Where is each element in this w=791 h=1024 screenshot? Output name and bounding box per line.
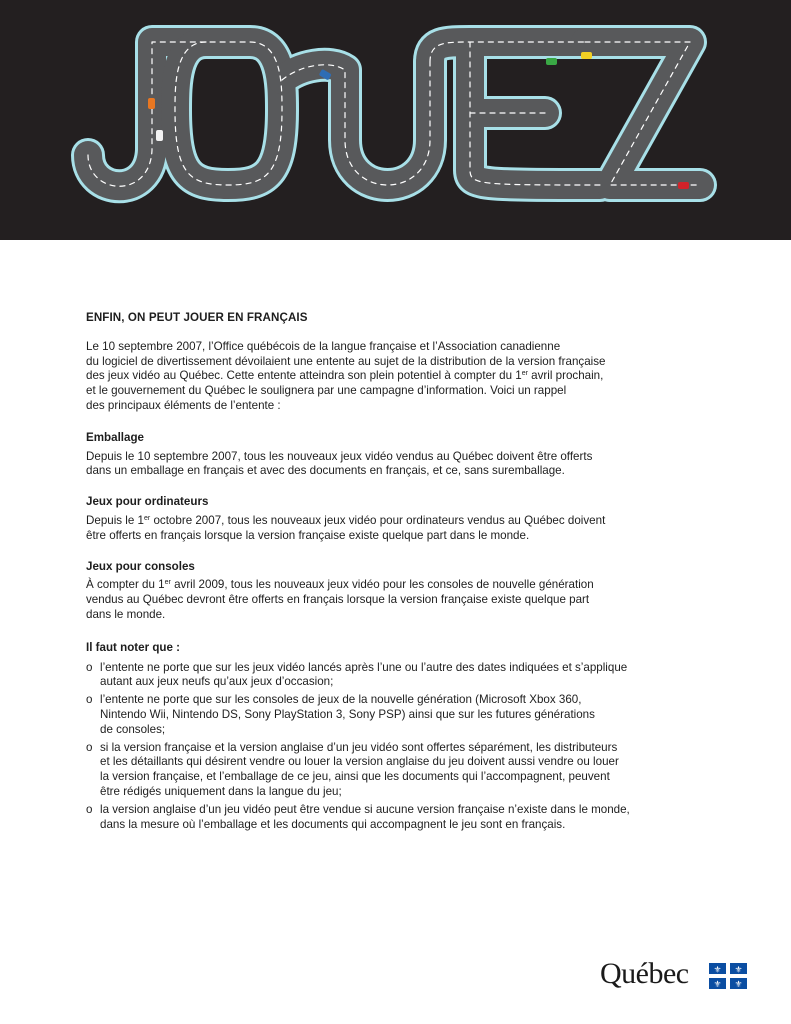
section-title: Jeux pour consoles xyxy=(86,559,195,573)
svg-text:⚜: ⚜ xyxy=(713,965,722,976)
race-car-white xyxy=(156,130,163,141)
section-title: Emballage xyxy=(86,430,144,444)
bullet-icon: o xyxy=(86,740,93,754)
section-emballage xyxy=(86,431,646,479)
section-text: À compter du 1er avril 2009, tous les nouveaux jeux vidéo pour les consoles de nouvelle génération vendus au Québec devront être offerts en français lorsque la version française existe quelque part dans le monde. xyxy=(86,578,594,621)
intro-line: des principaux éléments de l’entente : xyxy=(86,398,281,412)
section-text: Depuis le 1er octobre 2007, tous les nouveaux jeux vidéo pour ordinateurs vendus au Québec doivent être offerts en français lorsque la version française existe quelque part dans le monde. xyxy=(86,513,606,542)
quebec-flag-icon xyxy=(709,963,747,989)
intro-paragraph xyxy=(86,340,646,414)
section-consoles xyxy=(86,560,646,623)
list-item: o l’entente ne porte que sur les consoles de jeux de la nouvelle génération (Microsoft Xbox 360, Nintendo Wii, Nintendo DS, Sony PlayStation 3, Sony PSP) ainsi que sur les futures générations de consoles; xyxy=(86,693,595,736)
bullet-icon: o xyxy=(86,802,93,816)
race-car-green xyxy=(546,58,557,65)
section-title: Jeux pour ordinateurs xyxy=(86,495,209,509)
race-track-icon xyxy=(0,0,791,240)
intro-line: des jeux vidéo au Québec. Cette entente atteindra son plein potentiel à compter du 1er avril prochain, xyxy=(86,369,604,383)
intro-line: et le gouvernement du Québec le soulignera par une campagne d’information. Voici un rappel xyxy=(86,384,567,398)
section-text: Depuis le 10 septembre 2007, tous les nouveaux jeux vidéo vendus au Québec doivent être offerts dans un emballage en français et avec des documents en français, et ce, sans suremballage. xyxy=(86,449,593,478)
notes-title: Il faut noter que : xyxy=(86,640,181,654)
race-car-red xyxy=(678,182,689,189)
race-car-orange xyxy=(148,98,155,109)
document-body xyxy=(86,311,646,835)
bullet-icon: o xyxy=(86,660,93,674)
intro-heading: ENFIN, ON PEUT JOUER EN FRANÇAIS xyxy=(86,311,308,324)
section-ordinateurs xyxy=(86,495,646,543)
svg-text:⚜: ⚜ xyxy=(713,980,722,989)
list-item: o la version anglaise d’un jeu vidéo peut être vendue si aucune version française n’existe dans le monde, dans la mesure où l’emballage et les documents qui accompagnent le jeu sont en français. xyxy=(86,802,630,831)
bullet-icon: o xyxy=(86,693,93,707)
logo-wordmark: Québec xyxy=(600,957,689,990)
intro-line: Le 10 septembre 2007, l’Office québécois de la langue française et l’Association canadienne xyxy=(86,339,561,353)
race-car-yellow xyxy=(581,52,592,59)
list-item: o si la version française et la version anglaise d’un jeu vidéo sont offertes séparément, les distributeurs et les détaillants qui désirent vendre ou louer la version anglaise du jeu doivent aussi vendre ou louer la version française, et l’emballage de ce jeu, ainsi que les documents qui l’accompagnent, peuvent être rédigés uniquement dans la langue du jeu; xyxy=(86,740,619,798)
svg-text:⚜: ⚜ xyxy=(734,965,743,976)
notes-list xyxy=(86,661,646,833)
intro-line: du logiciel de divertissement dévoilaient une entente au sujet de la distribution de la version française xyxy=(86,354,606,368)
header-banner xyxy=(0,0,791,240)
list-item: o l’entente ne porte que sur les jeux vidéo lancés après l’une ou l’autre des dates indiquées et s’applique autant aux jeux neufs qu’aux jeux d’occasion; xyxy=(86,660,628,689)
svg-text:⚜: ⚜ xyxy=(734,980,743,989)
